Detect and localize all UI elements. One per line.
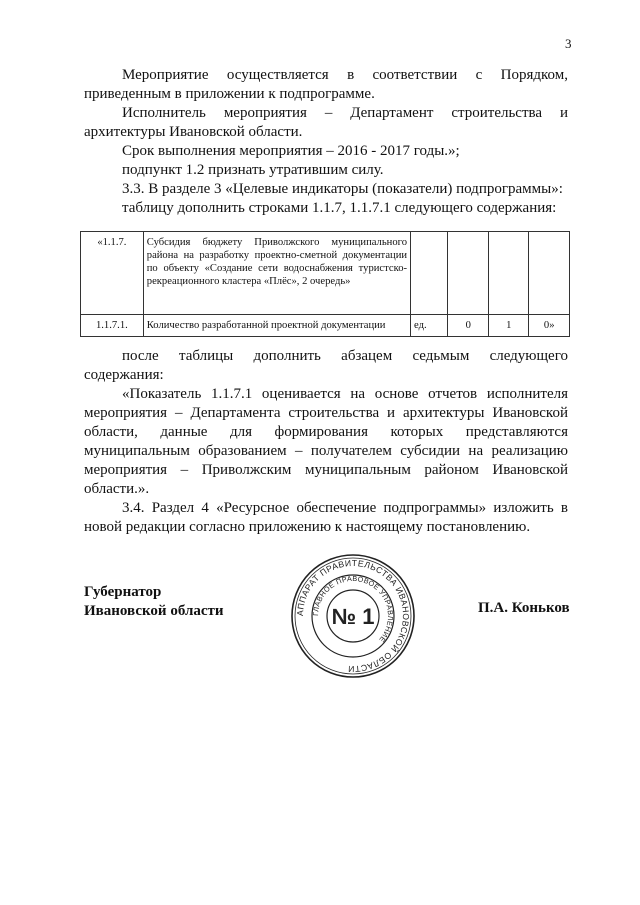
seal-inner-text: ГЛАВНОЕ ПРАВОВОЕ УПРАВЛЕНИЕ [310,573,396,645]
table-row [81,232,570,315]
row-unit [411,232,448,315]
row-number: 1.1.7.1. [81,315,144,337]
table-row [81,315,570,337]
signatory-title-line: Губернатор [84,584,162,600]
seal-number: № 1 [331,604,375,629]
row-value [448,232,488,315]
document-body [84,66,568,537]
paragraph: «Показатель 1.1.7.1 оценивается на основе отчетов исполнителя мероприятия – Департамента строительства и архитектуры Ивановской области, данные для формирования которых представляются муниципальным образованием – получателем субсидии на реализацию мероприятия – Приволжским муниципальным районом Ивановской области.». [84,386,568,497]
paragraph: 3.4. Раздел 4 «Ресурсное обеспечение подпрограммы» изложить в новой редакции согласно приложению к настоящему постановлению. [84,500,568,535]
paragraph: 3.3. В разделе 3 «Целевые индикаторы (показатели) подпрограммы»: [122,181,563,197]
row-value [529,232,570,315]
paragraph: после таблицы дополнить абзацем седьмым следующего содержания: [84,348,568,383]
row-description: Количество разработанной проектной документации [143,315,410,337]
row-description: Субсидия бюджету Приволжского муниципального района на разработку проектно-сметной документации по объекту «Создание сети водоснабжения туристско-рекреационного кластера «Плёс», 2 очередь» [143,232,410,315]
paragraph: Исполнитель мероприятия – Департамент строительства и архитектуры Ивановской области. [84,105,568,140]
row-unit: ед. [411,315,448,337]
paragraph: Срок выполнения мероприятия – 2016 - 2017 годы.»; [122,143,460,159]
paragraph: Мероприятие осуществляется в соответствии с Порядком, приведенным в приложении к подпрограмме. [84,67,568,102]
paragraph: таблицу дополнить строками 1.1.7, 1.1.7.1 следующего содержания: [122,200,557,216]
signatory-name: П.А. Коньков [478,600,570,616]
seal-outer-text: АППАРАТ ПРАВИТЕЛЬСТВА ИВАНОВСКОЙ ОБЛАСТИ [294,557,412,675]
official-seal [290,553,416,679]
signatory-title-line: Ивановской области [84,603,224,619]
paragraph: подпункт 1.2 признать утратившим силу. [122,162,384,178]
page-number: 3 [565,36,572,51]
row-number: «1.1.7. [81,232,144,315]
signatory-title [84,583,224,621]
row-value: 1 [488,315,528,337]
row-value: 0 [448,315,488,337]
indicators-table [80,231,570,337]
row-value: 0» [529,315,570,337]
row-value [488,232,528,315]
